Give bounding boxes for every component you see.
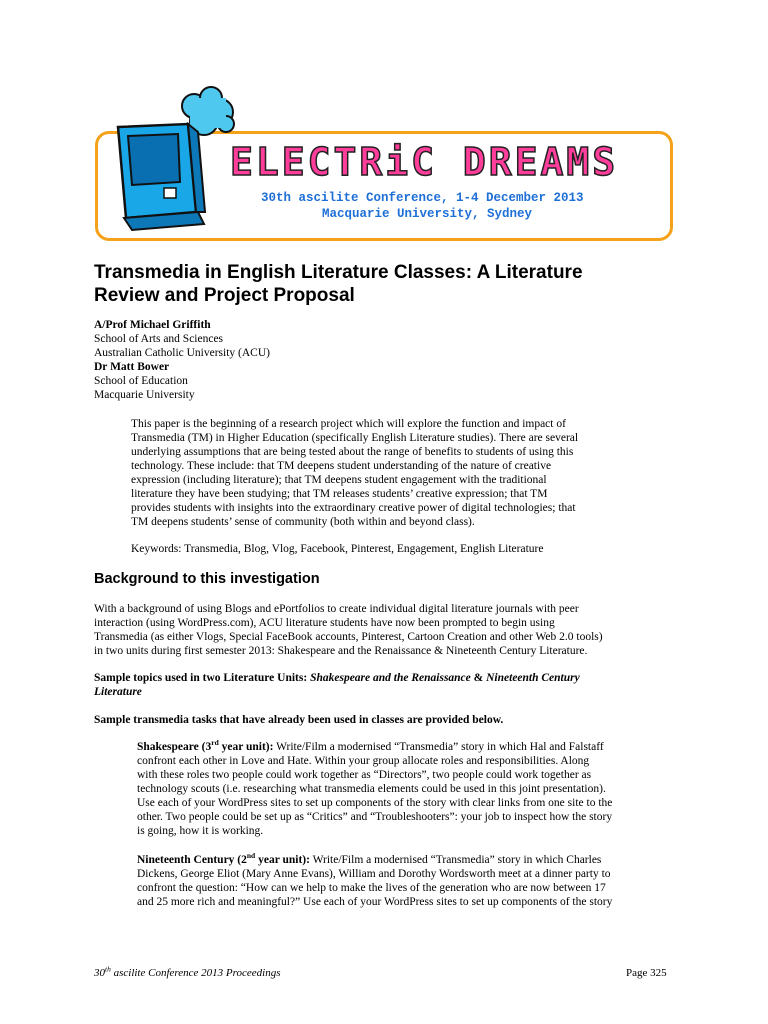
page-number: Page 325	[626, 967, 667, 979]
computer-icon	[106, 84, 236, 244]
abstract: This paper is the beginning of a research project which will explore the function and impact of Transmedia (TM) in Higher Education (specifically English Literature studies). There are several underlying assumptions that are being tested about the range of benefits to students of using this technology. These include: that TM deepens student understanding of the nature of creative expression (including literature); that TM deepens student engagement with the traditional literature they have been studying; that TM releases students’ creative expression; that TM provides students with insights into the extraordinary creative power of digital technologies; that TM deepens students’ sense of community (both within and beyond class).	[131, 418, 579, 528]
author-affiliation: School of Arts and Sciences	[94, 333, 224, 345]
author-name: A/Prof Michael Griffith	[94, 319, 211, 331]
author-affiliation: School of Education	[94, 375, 188, 387]
author-block	[94, 318, 270, 402]
section-heading: Background to this investigation	[94, 571, 320, 587]
keywords: Keywords: Transmedia, Blog, Vlog, Facebook, Pinterest, Engagement, English Literature	[131, 543, 544, 555]
paper-title: Transmedia in English Literature Classes: A Literature Review and Project Proposal	[94, 262, 583, 306]
author-affiliation: Australian Catholic University (ACU)	[94, 347, 270, 359]
footer-proceedings: 30th ascilite Conference 2013 Proceedings	[94, 964, 281, 979]
conference-location: Macquarie University, Sydney	[322, 207, 533, 221]
sample-topics: Sample topics used in two Literature Units: Shakespeare and the Renaissance & Nineteenth Century Literature	[94, 672, 580, 698]
shakespeare-task: Shakespeare (3rd year unit): Write/Film a modernised “Transmedia” story in which Hal and Falstaff confront each other in Love and Hate. Within your group allocate roles and responsibilities. Along with these roles two people could work together as “Directors”, two people could work together as technology scouts (i.e. researching what transmedia elements could be used in this joint presentation). Use each of your WordPress sites to set up components of the story with clear links from one site to the other. Two people could be set up as “Critics” and “Troubleshooters”: your job to inspect how the story is going, how it is working.	[137, 738, 613, 837]
conference-subtitle: 30th ascilite Conference, 1-4 December 2013	[261, 191, 584, 205]
banner-title: ELECTRiC DREAMS	[230, 140, 619, 184]
author-affiliation: Macquarie University	[94, 389, 195, 401]
nineteenth-century-task: Nineteenth Century (2nd year unit): Write/Film a modernised “Transmedia” story in which Charles Dickens, George Eliot (Mary Anne Evans), William and Dorothy Wordsworth meet at a dinner party to confront the question: “How can we help to make the lives of the generation who are now between 17 and 25 more rich and meaningful?” Use each of your WordPress sites to set up components of the story	[137, 851, 613, 908]
author-name: Dr Matt Bower	[94, 361, 170, 373]
background-paragraph: With a background of using Blogs and ePortfolios to create individual digital literature journals with peer interaction (using WordPress.com), ACU literature students have now been prompted to begin using Transmedia (as either Vlogs, Special FaceBook accounts, Pinterest, Cartoon Creation and other Web 2.0 tools) in two units during first semester 2013: Shakespeare and the Renaissance & Nineteenth Century Literature.	[94, 603, 603, 657]
sample-tasks-intro: Sample transmedia tasks that have already been used in classes are provided below.	[94, 714, 504, 726]
